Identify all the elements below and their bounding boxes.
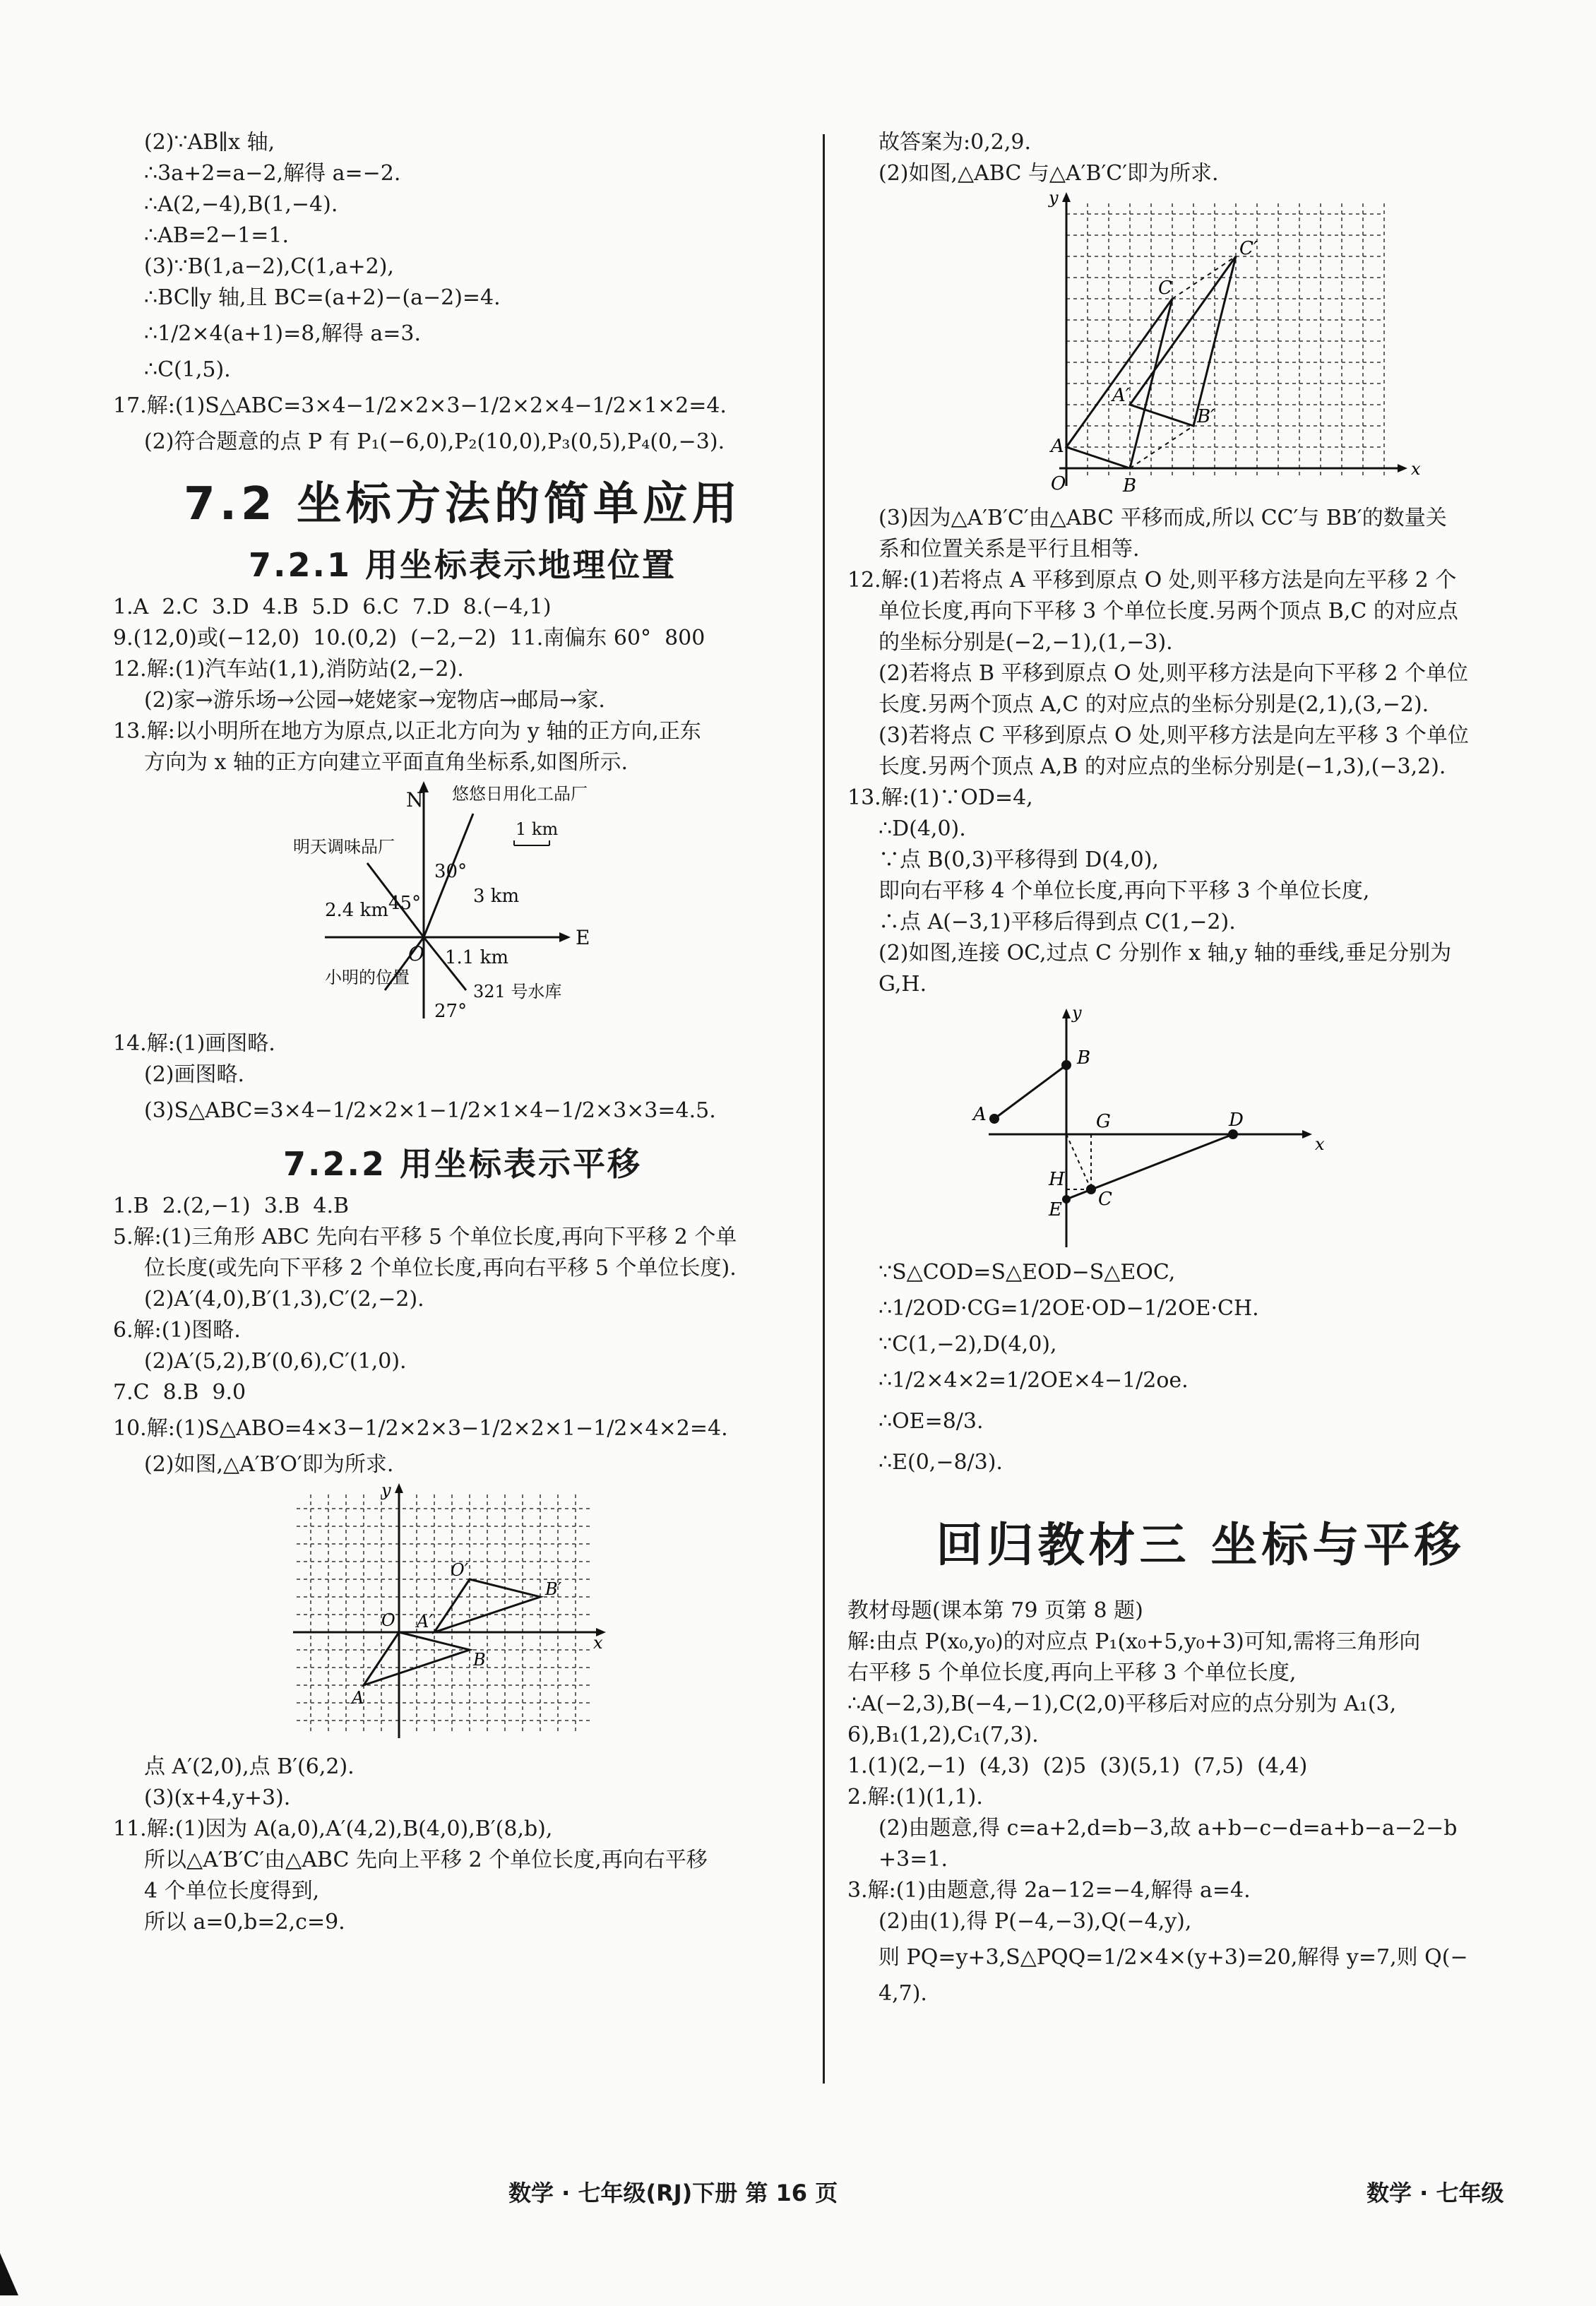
map-label: 1.1 km [445,947,509,968]
text-line: 方向为 x 轴的正方向建立平面直角坐标系,如图所示. [144,750,629,775]
map-label: 30° [434,861,468,882]
fig-label: y [1072,1003,1082,1023]
text-line: 长度.另两个顶点 A,B 的对应点的坐标分别是(−1,3),(−3,2). [879,754,1446,779]
fig-label: O [1051,473,1066,494]
text-line: 故答案为:0,2,9. [879,130,1031,155]
text-line: 长度.另两个顶点 A,C 的对应点的坐标分别是(2,1),(3,−2). [879,692,1429,717]
text-line: (2)家→游乐场→公园→姥姥家→宠物店→邮局→家. [144,688,605,713]
text-line: G,H. [879,972,927,997]
text-line: ∴A(−2,3),B(−4,−1),C(2,0)平移后对应的点分别为 A₁(3, [847,1692,1397,1716]
fig-label: x [593,1633,603,1653]
section-heading: 7.2 坐标方法的简单应用 [184,478,742,530]
map-label: E [576,926,590,949]
fig-label: A′ [417,1612,433,1632]
fig-label: A [1051,436,1064,457]
fig-label: O [381,1610,395,1630]
text-line: 9.(12,0)或(−12,0) 10.(0,2) (−2,−2) 11.南偏东 60° 800 [113,626,705,650]
fig-label: x [1315,1134,1325,1154]
text-line: (2)由(1),得 P(−4,−3),Q(−4,y), [879,1909,1192,1934]
fig-label: A [973,1104,987,1125]
text-line: ∵S△COD=S△EOD−S△EOC, [879,1260,1176,1285]
text-line: 解:由点 P(x₀,y₀)的对应点 P₁(x₀+5,y₀+3)可知,需将三角形向 [847,1629,1421,1654]
text-line: ∴C(1,5). [144,357,231,382]
subsection-heading: 7.2.2 用坐标表示平移 [283,1145,642,1183]
text-line: 即向右平移 4 个单位长度,再向下平移 3 个单位长度, [879,879,1370,903]
text-line: 6.解:(1)图略. [113,1318,241,1343]
text-line: (2)∵AB∥x 轴, [144,130,275,155]
text-line: (2)由题意,得 c=a+2,d=b−3,故 a+b−c−d=a+b−a−2−b [879,1816,1458,1841]
fig-label: A′ [1112,385,1130,406]
text-line: ∴点 A(−3,1)平移后得到点 C(1,−2). [879,910,1236,934]
fig-label: A [352,1688,364,1708]
text-line: 12.解:(1)若将点 A 平移到原点 O 处,则平移方法是向左平移 2 个 [847,568,1457,593]
text-line: (2)如图,连接 OC,过点 C 分别作 x 轴,y 轴的垂线,垂足分别为 [879,941,1452,965]
text-line: 6),B₁(1,2),C₁(7,3). [847,1723,1039,1747]
translation-grid-figure-11 [847,189,1554,500]
fig-label: C [1158,278,1172,299]
text-line: 所以△A′B′C′由△ABC 先向上平移 2 个单位长度,再向右平移 [144,1848,708,1872]
map-label: 1 km [516,819,559,839]
text-line: 17.解:(1)S△ABC=3×4−1/2×2×3−1/2×2×4−1/2×1×2=4. [113,393,727,418]
text-line: 4 个单位长度得到, [144,1879,320,1903]
text-line: (3)∵B(1,a−2),C(1,a+2), [144,254,394,279]
map-label: 悠悠日用化工品厂 [452,784,588,804]
text-line: +3=1. [879,1847,948,1872]
column-divider [823,134,825,2084]
text-line: (2)如图,△ABC 与△A′B′C′即为所求. [879,161,1219,186]
fig-label: O′ [451,1560,469,1580]
text-line: (2)画图略. [144,1062,245,1087]
fig-label: B [1077,1047,1091,1069]
text-line: 点 A′(2,0),点 B′(6,2). [144,1754,355,1779]
text-line: (2)如图,△A′B′O′即为所求. [144,1452,394,1477]
text-line: 所以 a=0,b=2,c=9. [144,1910,345,1934]
text-line: 12.解:(1)汽车站(1,1),消防站(2,−2). [113,657,464,682]
map-label: 小明的位置 [325,968,410,987]
fig-label: D [1229,1110,1244,1131]
text-line: 14.解:(1)画图略. [113,1031,275,1056]
text-line: 系和位置关系是平行且相等. [879,537,1140,561]
text-line: 教材母题(课本第 79 页第 8 题) [847,1598,1143,1623]
fig-label: H [1049,1169,1065,1190]
map-label: 321 号水库 [473,982,562,1002]
fig-label: x [1411,459,1421,479]
text-line: (2)若将点 B 平移到原点 O 处,则平移方法是向下平移 2 个单位 [879,661,1468,686]
text-line: 单位长度,再向下平移 3 个单位长度.另两个顶点 B,C 的对应点 [879,599,1458,624]
map-label: 27° [434,1001,468,1022]
text-line: ∴BC∥y 轴,且 BC=(a+2)−(a−2)=4. [144,285,501,310]
text-line: 13.解:以小明所在地方为原点,以正北方向为 y 轴的正方向,正东 [113,719,701,744]
text-line: ∴1/2×4(a+1)=8,解得 a=3. [144,321,422,346]
fig-label: E [1049,1199,1062,1220]
location-map-figure [113,778,812,1026]
fig-label: B [473,1650,486,1670]
text-line: ∴1/2×4×2=1/2OE×4−1/2oe. [879,1368,1189,1393]
fig-label: B′ [1197,406,1215,427]
fig-label: y [1049,189,1059,208]
text-line: 5.解:(1)三角形 ABC 先向右平移 5 个单位长度,再向下平移 2 个单 [113,1225,737,1249]
map-label: O [408,942,424,965]
fig-label: B′ [545,1579,562,1599]
left-column [113,127,812,1938]
text-line: ∵C(1,−2),D(4,0), [879,1332,1057,1357]
fig-label: C [1098,1189,1112,1210]
text-line: ∴A(2,−4),B(1,−4). [144,192,338,217]
text-line: (3)S△ABC=3×4−1/2×2×1−1/2×1×4−1/2×3×3=4.5. [144,1098,716,1123]
map-label: 2.4 km [325,900,389,921]
text-line: ∴AB=2−1=1. [144,223,290,248]
text-line: 3.解:(1)由题意,得 2a−12=−4,解得 a=4. [847,1878,1251,1903]
page-footer-right: 数学 · 七年级 [1366,2180,1504,2206]
map-label: N [406,788,424,812]
text-line: 则 PQ=y+3,S△PQQ=1/2×4×(y+3)=20,解得 y=7,则 Q(− [879,1945,1468,1970]
text-line: 的坐标分别是(−2,−1),(1,−3). [879,630,1173,655]
text-line: (2)符合题意的点 P 有 P₁(−6,0),P₂(10,0),P₃(0,5),P₄(0,−3). [144,429,725,454]
text-line: 右平移 5 个单位长度,再向上平移 3 个单位长度, [847,1660,1297,1685]
text-line: ∴1/2OD·CG=1/2OE·OD−1/2OE·CH. [879,1296,1259,1321]
subsection-heading: 7.2.1 用坐标表示地理位置 [249,546,677,584]
fig-label: y [381,1480,391,1500]
text-line: 7.C 8.B 9.0 [113,1380,246,1405]
text-line: 1.(1)(2,−1) (4,3) (2)5 (3)(5,1) (7,5) (4,4) [847,1754,1308,1778]
right-column [847,127,1554,2009]
text-line: ∴3a+2=a−2,解得 a=−2. [144,161,401,186]
text-line: ∵点 B(0,3)平移得到 D(4,0), [879,848,1159,872]
map-label: 明天调味品厂 [293,837,395,857]
map-label: 45° [388,893,422,914]
text-line: ∴D(4,0). [879,816,966,841]
text-line: 位长度(或先向下平移 2 个单位长度,再向右平移 5 个单位长度). [144,1256,737,1280]
text-line: (3)若将点 C 平移到原点 O 处,则平移方法是向左平移 3 个单位 [879,723,1469,748]
text-line: (3)因为△A′B′C′由△ABC 平移而成,所以 CC′与 BB′的数量关 [879,506,1447,530]
text-line: (2)A′(4,0),B′(1,3),C′(2,−2). [144,1287,424,1312]
translation-grid-figure-10 [113,1480,812,1749]
chapter-review-heading: 回归教材三 坐标与平移 [936,1518,1465,1572]
text-line: 4,7). [879,1981,927,2006]
text-line: 10.解:(1)S△ABO=4×3−1/2×2×3−1/2×2×1−1/2×4×2=4. [113,1416,728,1441]
text-line: ∴E(0,−8/3). [879,1450,1003,1475]
page-footer-left: 数学 · 七年级(RJ)下册 第 16 页 [508,2180,838,2206]
fig-label: B [1123,475,1137,497]
text-line: 11.解:(1)因为 A(a,0),A′(4,2),B(4,0),B′(8,b), [113,1817,553,1841]
fig-label: C′ [1239,238,1258,259]
perpendicular-figure-13 [847,1000,1554,1254]
text-line: 1.A 2.C 3.D 4.B 5.D 6.C 7.D 8.(−4,1) [113,595,552,619]
map-label: 3 km [473,886,520,907]
corner-mark [0,2253,18,2295]
fig-label: G [1096,1111,1111,1132]
text-line: (2)A′(5,2),B′(0,6),C′(1,0). [144,1349,407,1374]
text-line: 2.解:(1)(1,1). [847,1785,983,1809]
text-line: (3)(x+4,y+3). [144,1785,291,1810]
text-line: ∴OE=8/3. [879,1409,984,1434]
text-line: 13.解:(1)∵OD=4, [847,785,1033,810]
text-line: 1.B 2.(2,−1) 3.B 4.B [113,1194,350,1218]
